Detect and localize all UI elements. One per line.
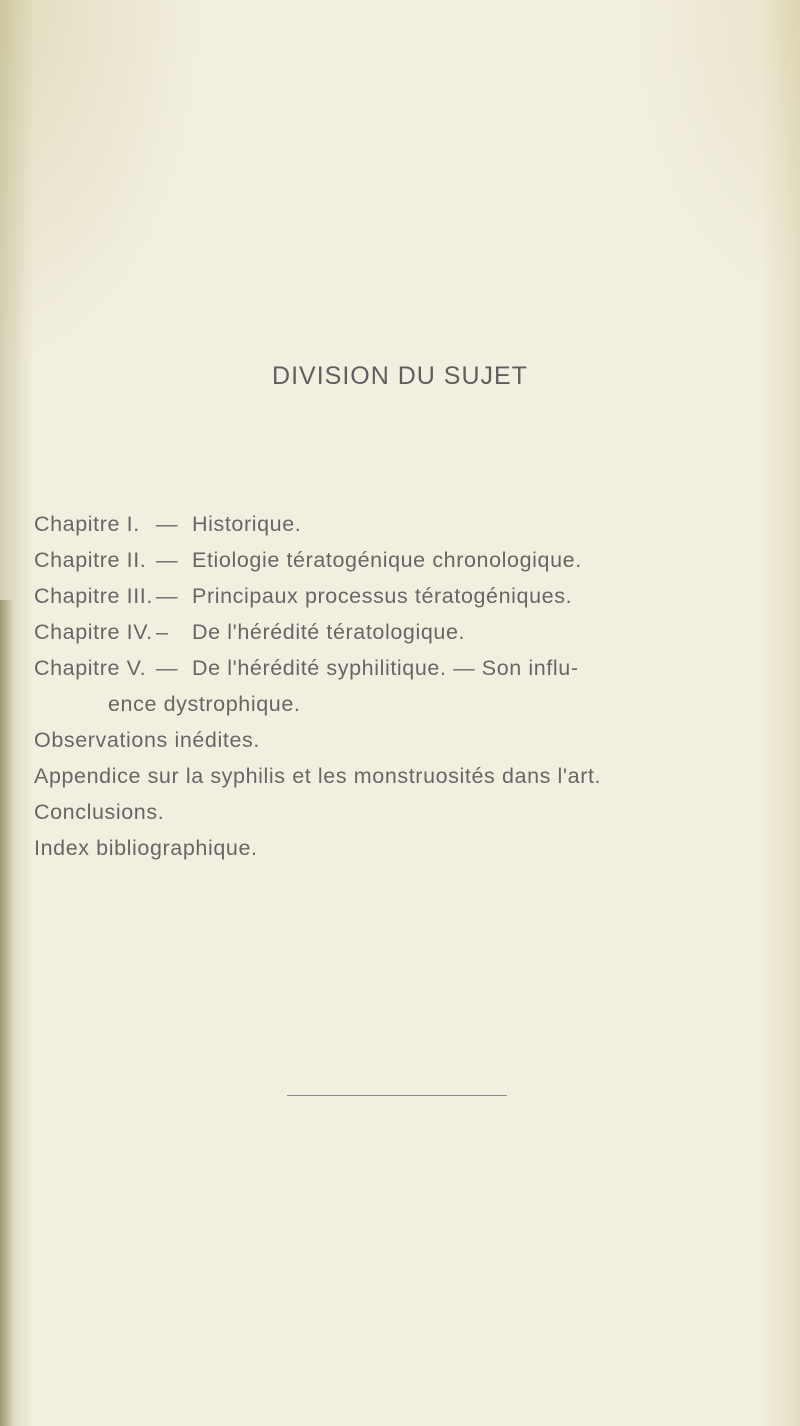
chapter-title: De l'hérédité syphilitique. — Son influ- — [192, 656, 579, 680]
chapter-dash: — — [156, 584, 179, 608]
chapter-dash: — — [156, 656, 179, 680]
chapter-label: Chapitre II. — [34, 548, 147, 572]
horizontal-rule — [287, 1095, 507, 1096]
table-of-contents — [34, 506, 774, 866]
section-title: Observations inédites. — [34, 728, 260, 752]
chapter-title: Historique. — [192, 512, 302, 536]
chapter-label: Chapitre V. — [34, 656, 147, 680]
chapter-dash: — — [156, 512, 179, 536]
chapter-title: Etiologie tératogénique chronologique. — [192, 548, 582, 572]
chapter-title: De l'hérédité tératologique. — [192, 620, 466, 644]
toc-item-conclusions — [34, 794, 774, 830]
toc-item-chapter-2 — [34, 542, 774, 578]
chapter-dash: – — [156, 620, 169, 644]
toc-item-appendice — [34, 758, 774, 794]
toc-item-chapter-4 — [34, 614, 774, 650]
toc-item-chapter-1 — [34, 506, 774, 542]
chapter-label: Chapitre I. — [34, 512, 140, 536]
chapter-title: Principaux processus tératogéniques. — [192, 584, 573, 608]
section-title: Appendice sur la syphilis et les monstruosités dans l'art. — [34, 764, 602, 788]
chapter-label: Chapitre III. — [34, 584, 153, 608]
spine-shadow — [0, 600, 14, 1426]
page-title: DIVISION DU SUJET — [272, 362, 528, 390]
section-title: Conclusions. — [34, 800, 165, 824]
chapter-label: Chapitre IV. — [34, 620, 153, 644]
toc-item-observations — [34, 722, 774, 758]
chapter-title-continuation: ence dystrophique. — [108, 692, 301, 716]
toc-item-chapter-3 — [34, 578, 774, 614]
toc-item-index — [34, 830, 774, 866]
toc-item-chapter-5 — [34, 650, 774, 686]
chapter-dash: — — [156, 548, 179, 572]
toc-item-chapter-5-continuation — [34, 686, 774, 722]
section-title: Index bibliographique. — [34, 836, 258, 860]
